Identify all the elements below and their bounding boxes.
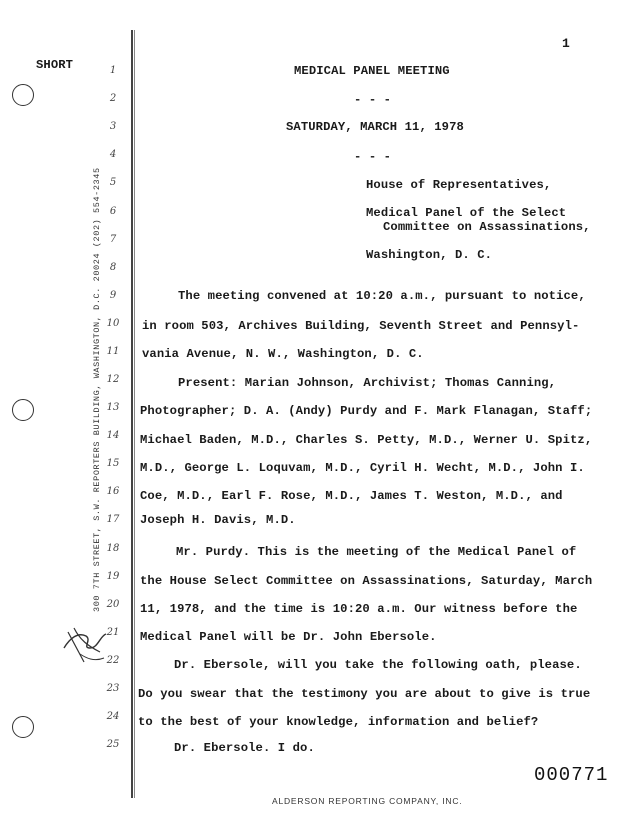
transcript-line: 11, 1978, and the time is 10:20 a.m. Our witness before the (140, 602, 578, 616)
line-number: 7 (109, 234, 117, 245)
footer-company: ALDERSON REPORTING COMPANY, INC. (272, 796, 463, 806)
page-number: 1 (562, 36, 570, 51)
line-number: 19 (106, 571, 120, 582)
transcript-line: the House Select Committee on Assassinations, Saturday, March (140, 574, 593, 588)
meeting-date: SATURDAY, MARCH 11, 1978 (286, 120, 464, 134)
line-number: 4 (109, 149, 117, 160)
transcript-line: The meeting convened at 10:20 a.m., pursuant to notice, (178, 289, 586, 303)
location-line-3: Committee on Assassinations, (383, 220, 591, 234)
line-number: 2 (109, 93, 117, 104)
document-number: 000771 (534, 764, 609, 786)
transcript-line: Do you swear that the testimony you are about to give is true (138, 687, 591, 701)
line-number: 17 (106, 514, 120, 525)
line-number: 9 (109, 290, 117, 301)
transcript-line: Dr. Ebersole, will you take the following oath, please. (174, 658, 582, 672)
line-number: 16 (106, 486, 120, 497)
location-line-2: Medical Panel of the Select (366, 206, 567, 220)
line-number: 23 (106, 683, 120, 694)
line-number: 20 (106, 599, 120, 610)
transcript-line: to the best of your knowledge, information and belief? (138, 715, 539, 729)
transcript-line: Medical Panel will be Dr. John Ebersole. (140, 630, 437, 644)
line-number: 15 (106, 458, 120, 469)
line-number: 13 (106, 402, 120, 413)
transcript-line: in room 503, Archives Building, Seventh Street and Pennsyl- (142, 319, 580, 333)
line-number: 6 (109, 206, 117, 217)
line-number: 12 (106, 374, 120, 385)
punch-hole-middle (12, 399, 34, 421)
transcript-line: vania Avenue, N. W., Washington, D. C. (142, 347, 424, 361)
line-number: 8 (109, 262, 117, 273)
line-number: 10 (106, 318, 120, 329)
punch-hole-top (12, 84, 34, 106)
line-number: 24 (106, 711, 120, 722)
transcript-line: Dr. Ebersole. I do. (174, 741, 315, 755)
separator-1: - - - (354, 93, 392, 107)
line-number: 14 (106, 430, 120, 441)
margin-rule-left (131, 30, 133, 798)
transcript-line: M.D., George L. Loquvam, M.D., Cyril H. Wecht, M.D., John I. (140, 461, 585, 475)
reporter-address-sidebar: 300 7TH STREET, S.W. REPORTERS BUILDING, WASHINGTON, D.C. 20024 (202) 554-2345 (92, 167, 102, 612)
short-label: SHORT (36, 58, 74, 72)
line-number: 21 (106, 627, 120, 638)
line-number: 22 (106, 655, 120, 666)
location-line-1: House of Representatives, (366, 178, 552, 192)
line-number: 11 (106, 346, 120, 357)
line-number: 1 (109, 65, 117, 76)
transcript-line: Michael Baden, M.D., Charles S. Petty, M.D., Werner U. Spitz, (140, 433, 593, 447)
line-number: 5 (109, 177, 117, 188)
transcript-line: Photographer; D. A. (Andy) Purdy and F. Mark Flanagan, Staff; (140, 404, 593, 418)
line-number: 25 (106, 739, 120, 750)
line-number: 3 (109, 121, 117, 132)
transcript-line: Mr. Purdy. This is the meeting of the Medical Panel of (176, 545, 577, 559)
transcript-line: Coe, M.D., Earl F. Rose, M.D., James T. Weston, M.D., and (140, 489, 563, 503)
line-number: 18 (106, 543, 120, 554)
document-title: MEDICAL PANEL MEETING (294, 64, 450, 78)
punch-hole-bottom (12, 716, 34, 738)
separator-2: - - - (354, 150, 392, 164)
transcript-line: Joseph H. Davis, M.D. (140, 513, 296, 527)
location-line-4: Washington, D. C. (366, 248, 493, 262)
transcript-line: Present: Marian Johnson, Archivist; Thomas Canning, (178, 376, 557, 390)
margin-rule-right (134, 30, 135, 798)
